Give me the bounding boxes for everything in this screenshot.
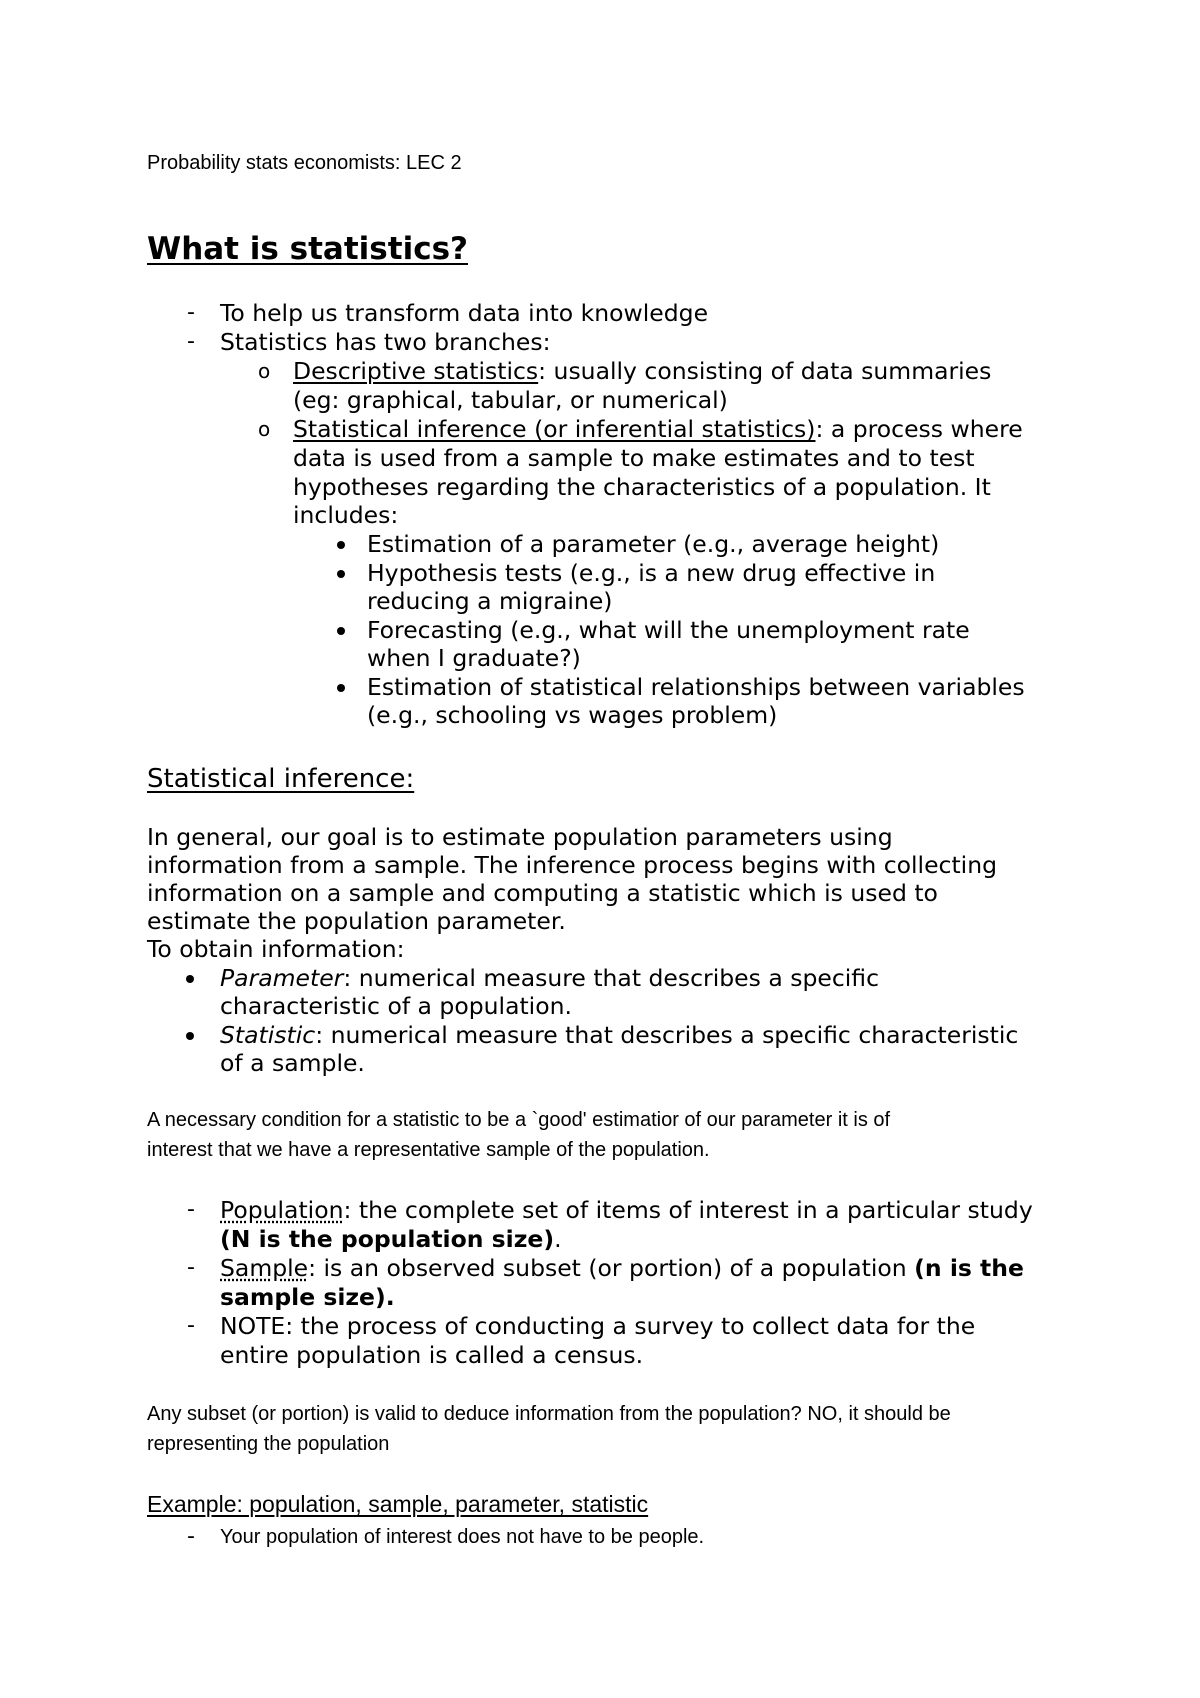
list-item-continuation: data is used from a sample to make estimates and to test	[293, 444, 975, 472]
circle-bullet-icon: o	[258, 359, 271, 383]
term-parameter: Parameter	[220, 964, 344, 992]
bullet-icon	[186, 1032, 194, 1040]
text: : the complete set of items of interest in a particular study	[343, 1196, 1033, 1224]
list-item-continuation	[220, 1225, 562, 1253]
term-descriptive-statistics: Descriptive statistics	[293, 357, 539, 385]
text: : is an observed subset (or portion) of a population	[308, 1254, 915, 1282]
bold-text: (N is the population size)	[220, 1225, 555, 1253]
list-item: Estimation of statistical relationships between variables	[367, 673, 1025, 701]
list-item-continuation: reducing a migraine)	[367, 587, 613, 615]
question-line: representing the population	[147, 1433, 390, 1455]
list-item-continuation: hypotheses regarding the characteristics of a population. It	[293, 473, 991, 501]
paragraph-line: estimate the population parameter.	[147, 907, 566, 935]
list-item: Statistics has two branches:	[220, 328, 551, 356]
list-item-descriptive	[293, 357, 991, 385]
paragraph-line: information from a sample. The inference process begins with collecting	[147, 851, 998, 879]
dash-bullet-icon: -	[187, 1197, 195, 1222]
list-item-continuation: (e.g., schooling vs wages problem)	[367, 701, 778, 729]
list-item-population	[220, 1196, 1033, 1224]
bullet-icon	[337, 570, 345, 578]
list-item-continuation: (eg: graphical, tabular, or numerical)	[293, 386, 728, 414]
section-title-statistical-inference: Statistical inference:	[147, 764, 415, 794]
list-item: Hypothesis tests (e.g., is a new drug effective in	[367, 559, 936, 587]
text: : a process where	[815, 415, 1023, 443]
list-item-continuation: when I graduate?)	[367, 644, 581, 672]
list-item-note: NOTE: the process of conducting a survey to collect data for the	[220, 1312, 976, 1340]
document-header: Probability stats economists: LEC 2	[147, 152, 462, 174]
dash-bullet-icon: -	[187, 1313, 195, 1338]
dash-bullet-icon: -	[187, 1524, 195, 1549]
list-item: Your population of interest does not have to be people.	[220, 1526, 705, 1548]
term-sample: Sample	[220, 1254, 309, 1282]
list-item-continuation: of a sample.	[220, 1049, 365, 1077]
list-item-continuation: entire population is called a census.	[220, 1341, 644, 1369]
list-item: Forecasting (e.g., what will the unemployment rate	[367, 616, 970, 644]
bullet-icon	[337, 541, 345, 549]
text: .	[554, 1225, 562, 1253]
dash-bullet-icon: -	[187, 329, 195, 354]
list-item-sample	[220, 1254, 1024, 1282]
term-statistic: Statistic	[220, 1021, 316, 1049]
list-item: To help us transform data into knowledge	[220, 299, 709, 327]
list-item-continuation: characteristic of a population.	[220, 992, 572, 1020]
section-title-example: Example: population, sample, parameter, statistic	[147, 1491, 649, 1517]
bullet-icon	[337, 684, 345, 692]
list-item-statistic	[220, 1021, 1018, 1049]
bold-text: (n is the	[914, 1254, 1024, 1282]
list-item: Estimation of a parameter (e.g., average height)	[367, 530, 940, 558]
paragraph-line: To obtain information:	[147, 935, 405, 963]
note-line: A necessary condition for a statistic to be a `good' estimatior of our parameter it is of	[147, 1109, 891, 1131]
circle-bullet-icon: o	[258, 417, 271, 441]
section-title-what-is-statistics: What is statistics?	[147, 231, 469, 267]
list-item-parameter	[220, 964, 879, 992]
text: : numerical measure that describes a specific characteristic	[315, 1021, 1019, 1049]
paragraph-line: information on a sample and computing a statistic which is used to	[147, 879, 938, 907]
question-line: Any subset (or portion) is valid to deduce information from the population? NO, it should be	[147, 1403, 951, 1425]
term-statistical-inference: Statistical inference (or inferential statistics)	[293, 415, 816, 443]
paragraph-line: In general, our goal is to estimate population parameters using	[147, 823, 893, 851]
bullet-icon	[186, 975, 194, 983]
term-population: Population	[220, 1196, 344, 1224]
list-item-continuation: includes:	[293, 501, 399, 529]
text: : usually consisting of data summaries	[538, 357, 992, 385]
note-line: interest that we have a representative sample of the population.	[147, 1139, 710, 1161]
text: : numerical measure that describes a specific	[343, 964, 879, 992]
list-item-inference	[293, 415, 1023, 443]
dash-bullet-icon: -	[187, 1255, 195, 1280]
list-item-continuation: sample size).	[220, 1283, 395, 1311]
bullet-icon	[337, 627, 345, 635]
dash-bullet-icon: -	[187, 300, 195, 325]
